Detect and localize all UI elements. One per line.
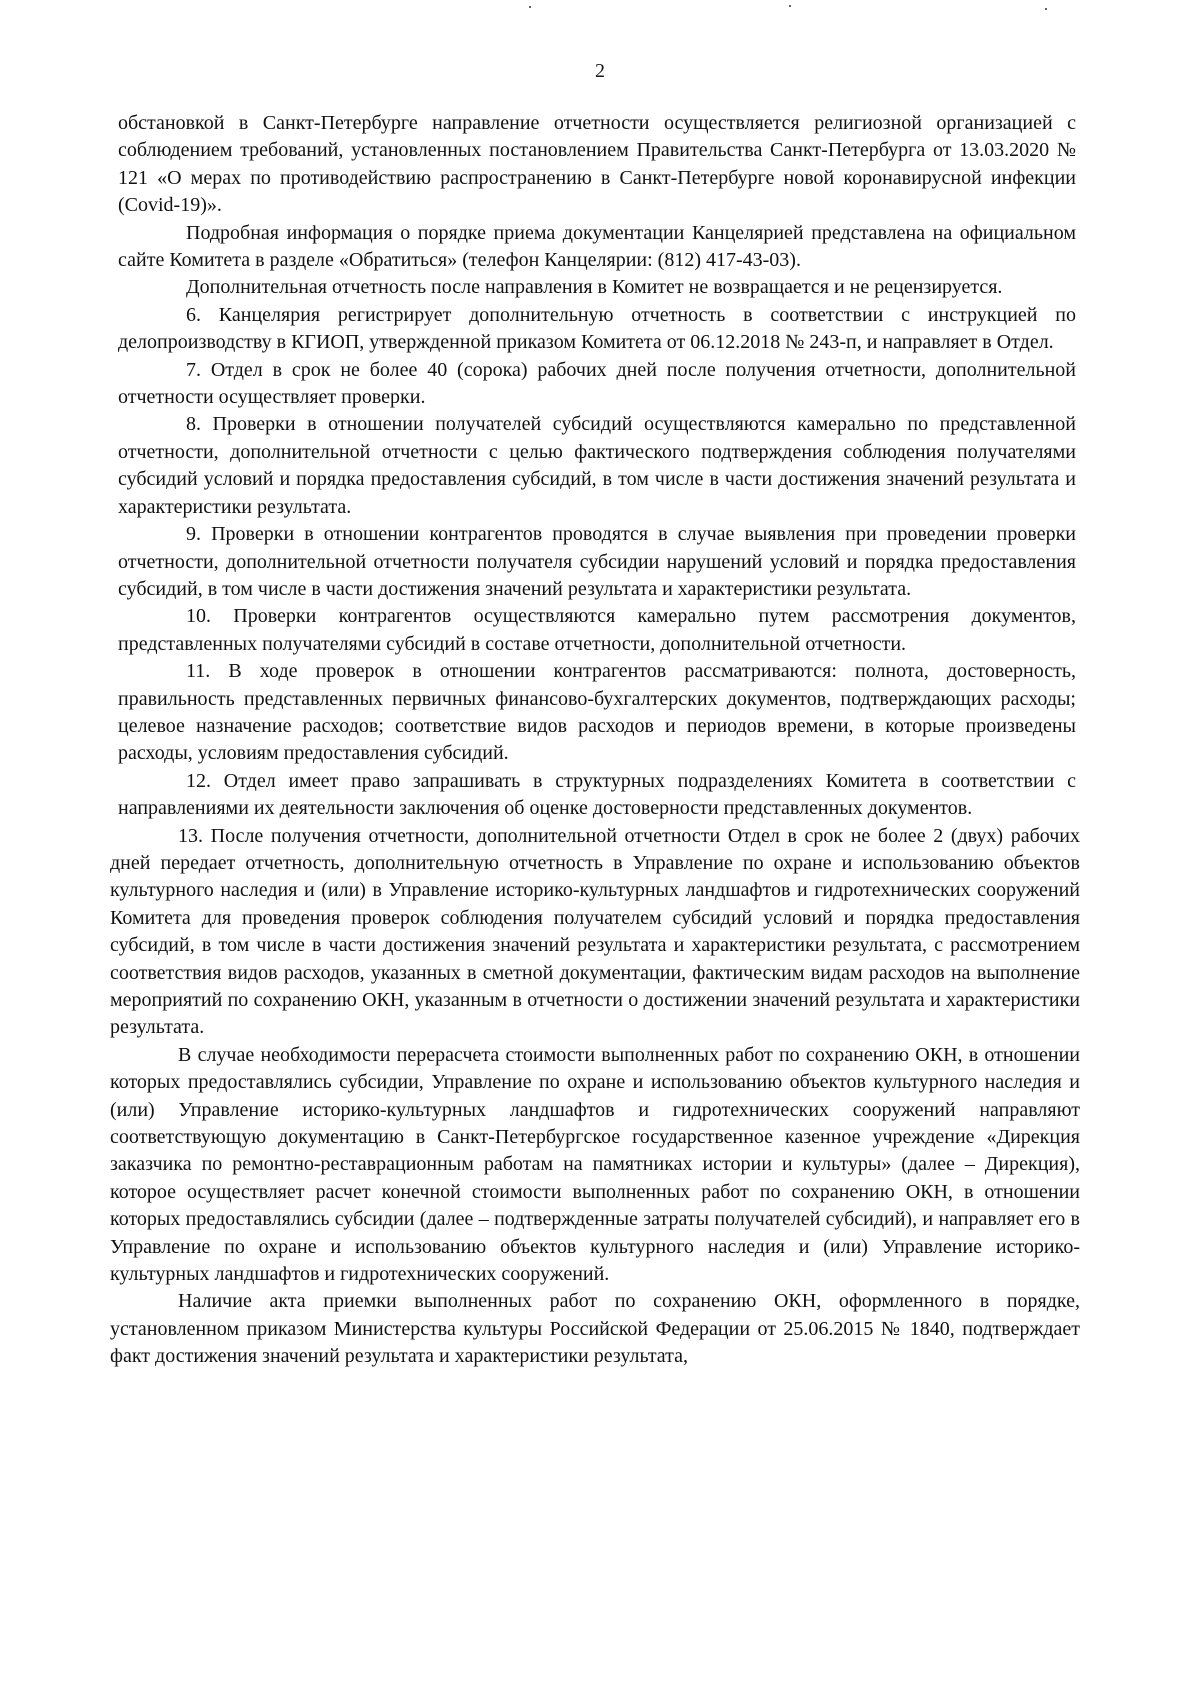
paragraph-item-7: 7. Отдел в срок не более 40 (сорока) рабочих дней после получения отчетности, дополнительной отчетности осуществляет проверки. xyxy=(118,358,1076,409)
paragraph-item-11: 11. В ходе проверок в отношении контрагентов рассматриваются: полнота, достоверность, правильность представленных первичных финансово-бухгалтерских документов, подтверждающих расходы; целевое назначение расходов; соответствие видов расходов и периодов времени, в которые произведены расходы, условиям предоставления субсидий. xyxy=(118,660,1076,765)
document-body xyxy=(110,110,1080,1371)
paragraph-item-9: 9. Проверки в отношении контрагентов проводятся в случае выявления при проведении проверки отчетности, дополнительной отчетности получателя субсидии нарушений условий и порядка предоставления субсидий, в том числе в части достижения значений результата и характеристики результата. xyxy=(118,523,1076,600)
paragraph-office-info: Подробная информация о порядке приема документации Канцелярией представлена на официальном сайте Комитета в разделе «Обратиться» (телефон Канцелярии: (812) 417-43-03). xyxy=(118,221,1076,272)
paragraph-acceptance-act: Наличие акта приемки выполненных работ по сохранению ОКН, оформленного в порядке, установленном приказом Министерства культуры Российской Федерации от 25.06.2015 № 1840, подтверждает факт достижения значений результата и характеристики результата, xyxy=(110,1290,1080,1368)
scan-speck xyxy=(529,6,531,8)
paragraph-item-10: 10. Проверки контрагентов осуществляются камерально путем рассмотрения документов, представленных получателями субсидий в составе отчетности, дополнительной отчетности. xyxy=(118,605,1076,655)
scan-speck xyxy=(1045,8,1047,10)
page-number: 2 xyxy=(595,60,605,82)
paragraph-item-6: 6. Канцелярия регистрирует дополнительную отчетность в соответствии с инструкцией по делопроизводству в КГИОП, утвержденной приказом Комитета от 06.12.2018 № 243-п, и направляет в Отдел. xyxy=(118,303,1076,354)
paragraph-additional-reporting: Дополнительная отчетность после направления в Комитет не возвращается и не рецензируется. xyxy=(186,276,1003,299)
paragraph-continuation: обстановкой в Санкт-Петербурге направление отчетности осуществляется религиозной организацией с соблюдением требований, установленных постановлением Правительства Санкт-Петербурга от 13.03.2020 № 121 «О мерах по противодействию распространению в Санкт-Петербурге новой коронавирусной инфекции (Covid-19)». xyxy=(118,112,1076,217)
paragraph-item-12: 12. Отдел имеет право запрашивать в структурных подразделениях Комитета в соответствии с направлениями их деятельности заключения об оценке достоверности представленных документов. xyxy=(118,769,1076,820)
paragraph-recalculation: В случае необходимости перерасчета стоимости выполненных работ по сохранению ОКН, в отношении которых предоставлялись субсидии, Управление по охране и использованию объектов культурного наследия и (или) Управление историко-культурных ландшафтов и гидротехнических сооружений направляют соответствующую документацию в Санкт-Петербургское государственное казенное учреждение «Дирекция заказчика по ремонтно-реставрационным работам на памятниках истории и культуры» (далее – Дирекция), которое осуществляет расчет конечной стоимости выполненных работ по сохранению ОКН, в отношении которых предоставлялись субсидии (далее – подтвержденные затраты получателей субсидий), и направляет его в Управление по охране и использованию объектов культурного наследия и (или) Управление историко-культурных ландшафтов и гидротехнических сооружений. xyxy=(110,1043,1080,1286)
paragraph-item-8: 8. Проверки в отношении получателей субсидий осуществляются камерально по представленной отчетности, дополнительной отчетности с целью фактического подтверждения соблюдения получателями субсидий условий и порядка предоставления субсидий, в том числе в части достижения значений результата и характеристики результата. xyxy=(118,413,1076,518)
paragraph-item-13: 13. После получения отчетности, дополнительной отчетности Отдел в срок не более 2 (двух) рабочих дней передает отчетность, дополнительную отчетность в Управление по охране и использованию объектов культурного наследия и (или) в Управление историко-культурных ландшафтов и гидротехнических сооружений Комитета для проведения проверок соблюдения получателем субсидий условий и порядка предоставления субсидий, в том числе в части достижения значений результата и характеристики результата, с рассмотрением соответствия видов расходов, указанных в сметной документации, фактическим видам расходов на выполнение мероприятий по сохранению ОКН, указанным в отчетности о достижении значений результата и характеристики результата. xyxy=(110,824,1080,1039)
scan-speck xyxy=(789,5,791,7)
